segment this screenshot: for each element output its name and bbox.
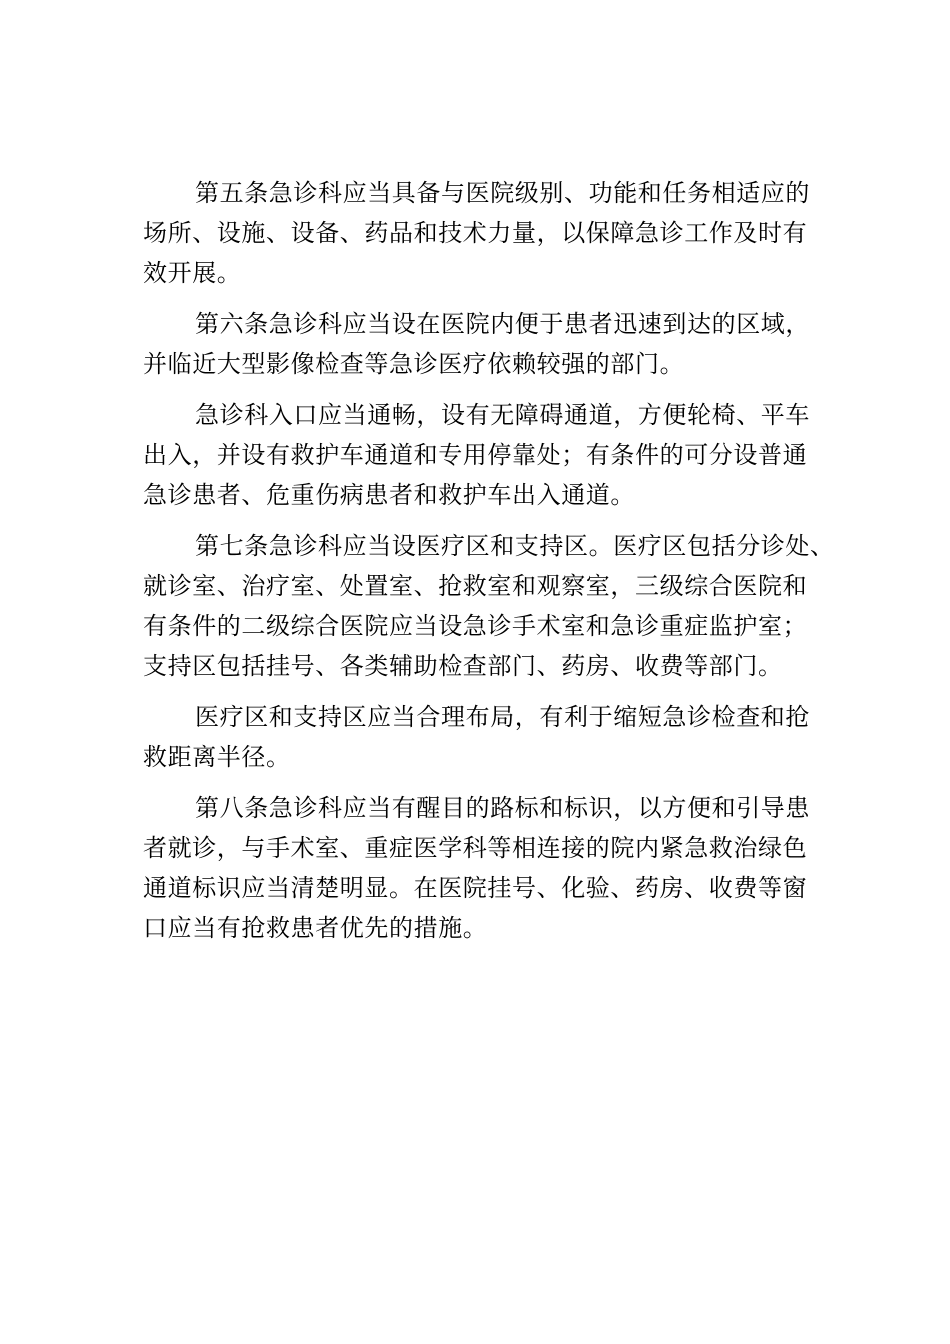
paragraph-article-5 — [143, 173, 823, 293]
paragraph-layout — [143, 697, 823, 777]
paragraph-line: 急诊科入口应当通畅，设有无障碍通道，方便轮椅、平车 — [195, 401, 810, 429]
paragraph-line: 第七条急诊科应当设医疗区和支持区。医疗区包括分诊处、 — [195, 532, 835, 560]
paragraph-line: 第八条急诊科应当有醒目的路标和标识，以方便和引导患 — [195, 794, 810, 822]
paragraph-article-6 — [143, 304, 823, 384]
paragraph-line: 场所、设施、设备、药品和技术力量，以保障急诊工作及时有 — [143, 219, 808, 247]
paragraph-line: 支持区包括挂号、各类辅助检查部门、药房、收费等部门。 — [143, 652, 783, 680]
paragraph-line: 救距离半径。 — [143, 743, 291, 771]
paragraph-line: 第五条急诊科应当具备与医院级别、功能和任务相适应的 — [195, 179, 810, 207]
paragraph-line: 通道标识应当清楚明显。在医院挂号、化验、药房、收费等窗 — [143, 874, 808, 902]
paragraph-line: 效开展。 — [143, 259, 242, 287]
paragraph-line: 第六条急诊科应当设在医院内便于患者迅速到达的区域， — [195, 310, 810, 338]
paragraph-line: 口应当有抢救患者优先的措施。 — [143, 914, 488, 942]
paragraph-entrance — [143, 395, 823, 515]
document-body — [143, 173, 835, 959]
paragraph-article-7 — [143, 526, 835, 686]
paragraph-line: 出入，并设有救护车通道和专用停靠处；有条件的可分设普通 — [143, 441, 808, 469]
paragraph-line: 就诊室、治疗室、处置室、抢救室和观察室，三级综合医院和 — [143, 572, 808, 600]
paragraph-article-8 — [143, 788, 823, 948]
paragraph-line: 有条件的二级综合医院应当设急诊手术室和急诊重症监护室； — [143, 612, 808, 640]
paragraph-line: 者就诊，与手术室、重症医学科等相连接的院内紧急救治绿色 — [143, 834, 808, 862]
paragraph-line: 并临近大型影像检查等急诊医疗依赖较强的部门。 — [143, 350, 685, 378]
paragraph-line: 急诊患者、危重伤病患者和救护车出入通道。 — [143, 481, 635, 509]
paragraph-line: 医疗区和支持区应当合理布局，有利于缩短急诊检查和抢 — [195, 703, 810, 731]
